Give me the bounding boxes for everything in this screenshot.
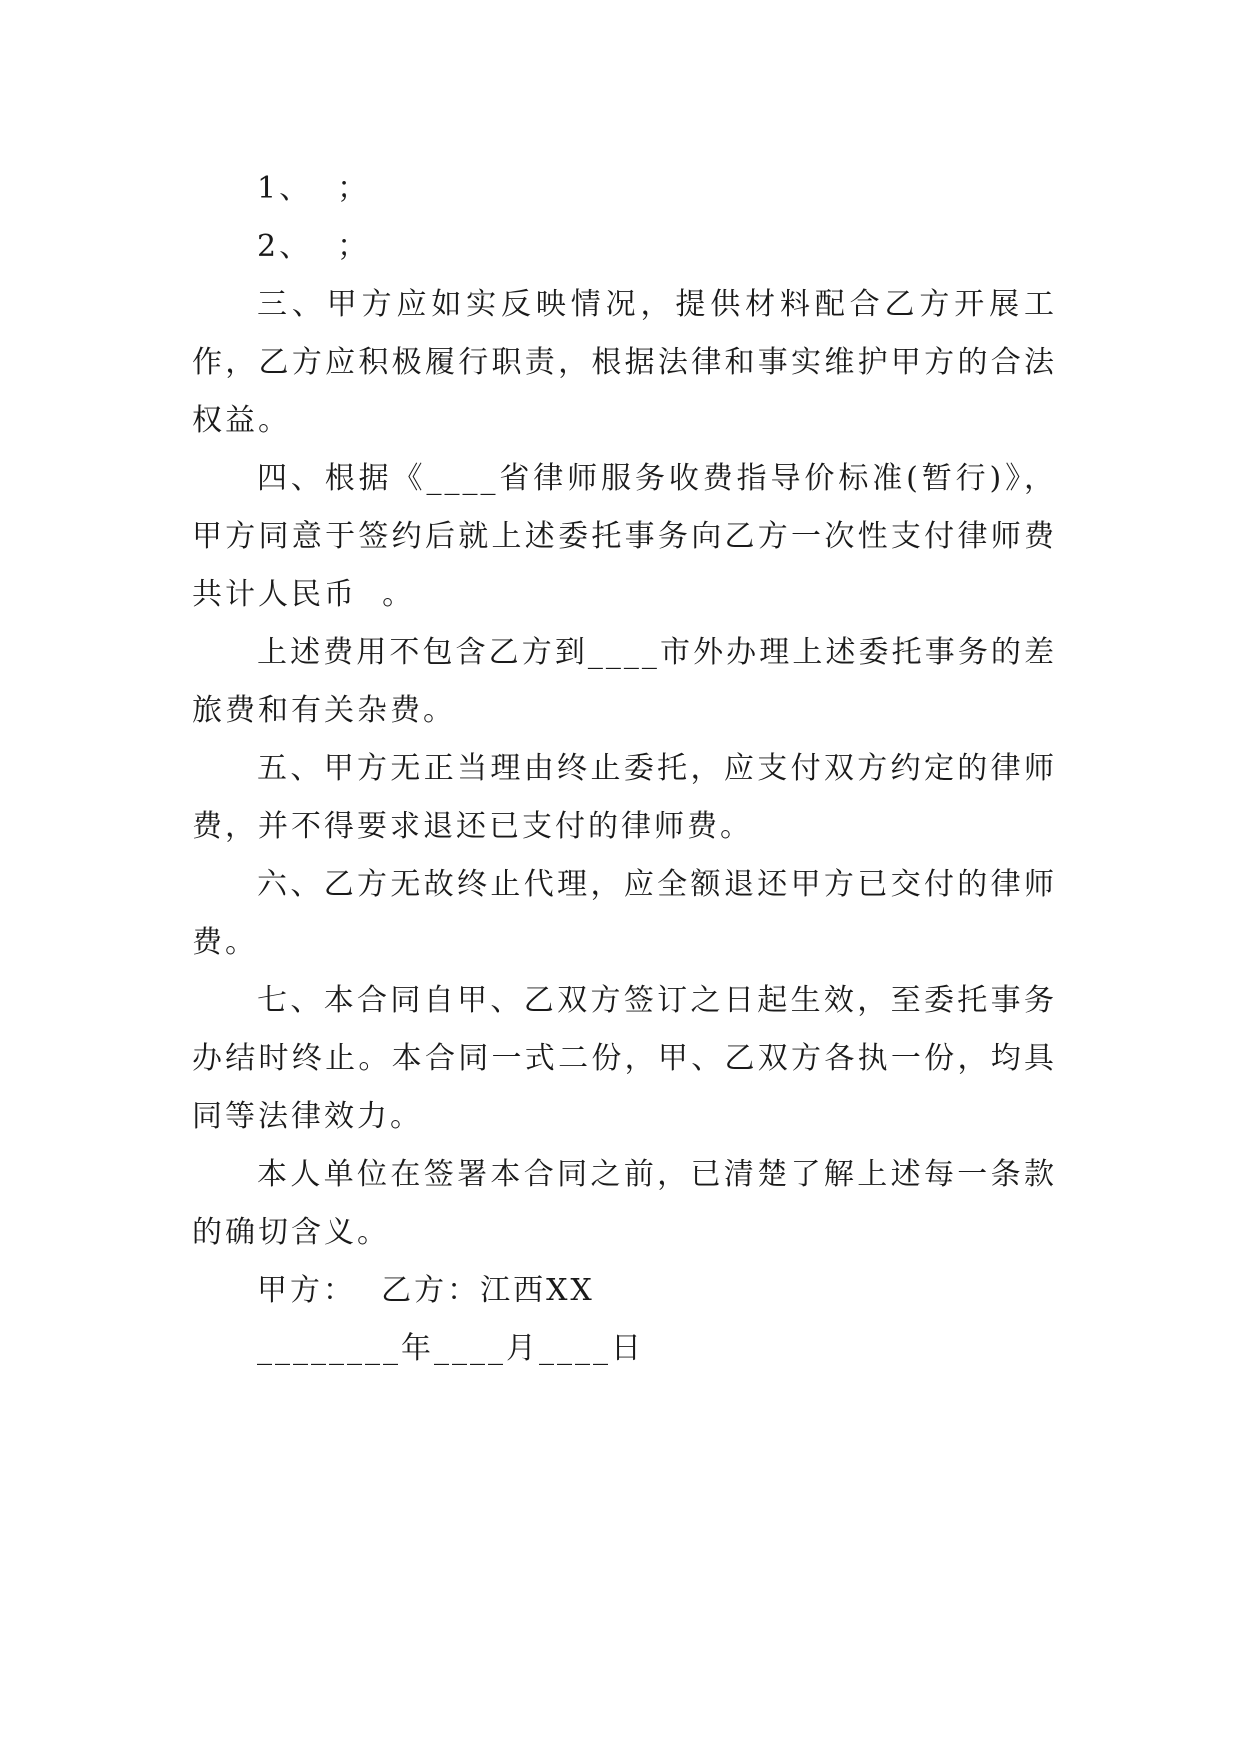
list-item-1: 1、 ； bbox=[257, 171, 371, 206]
list-item-2: 2、 ； bbox=[257, 229, 371, 264]
clause-3-paragraph: 三、甲方应如实反映情况，提供材料配合乙方开展工作，乙方应积极履行职责，根据法律和事实维护甲方的合法权益。 bbox=[192, 287, 1057, 438]
signature-parties-line: 甲方： 乙方：江西XX bbox=[257, 1273, 595, 1308]
fee-exclusion-paragraph: 上述费用不包含乙方到____市外办理上述委托事务的差旅费和有关杂费。 bbox=[192, 635, 1057, 728]
clause-5-paragraph: 五、甲方无正当理由终止委托，应支付双方约定的律师费，并不得要求退还已支付的律师费。 bbox=[192, 751, 1057, 844]
acknowledgement-paragraph: 本人单位在签署本合同之前，已清楚了解上述每一条款的确切含义。 bbox=[192, 1157, 1057, 1250]
clause-7-paragraph: 七、本合同自甲、乙双方签订之日起生效，至委托事务办结时终止。本合同一式二份，甲、乙双方各执一份，均具同等法律效力。 bbox=[192, 983, 1057, 1134]
clause-4-paragraph: 四、根据《____省律师服务收费指导价标准(暂行)》，甲方同意于签约后就上述委托事务向乙方一次性支付律师费共计人民币 。 bbox=[192, 461, 1057, 612]
document-body bbox=[192, 160, 1057, 1378]
date-line: ________年____月____日 bbox=[257, 1331, 644, 1366]
clause-6-paragraph: 六、乙方无故终止代理，应全额退还甲方已交付的律师费。 bbox=[192, 867, 1057, 960]
